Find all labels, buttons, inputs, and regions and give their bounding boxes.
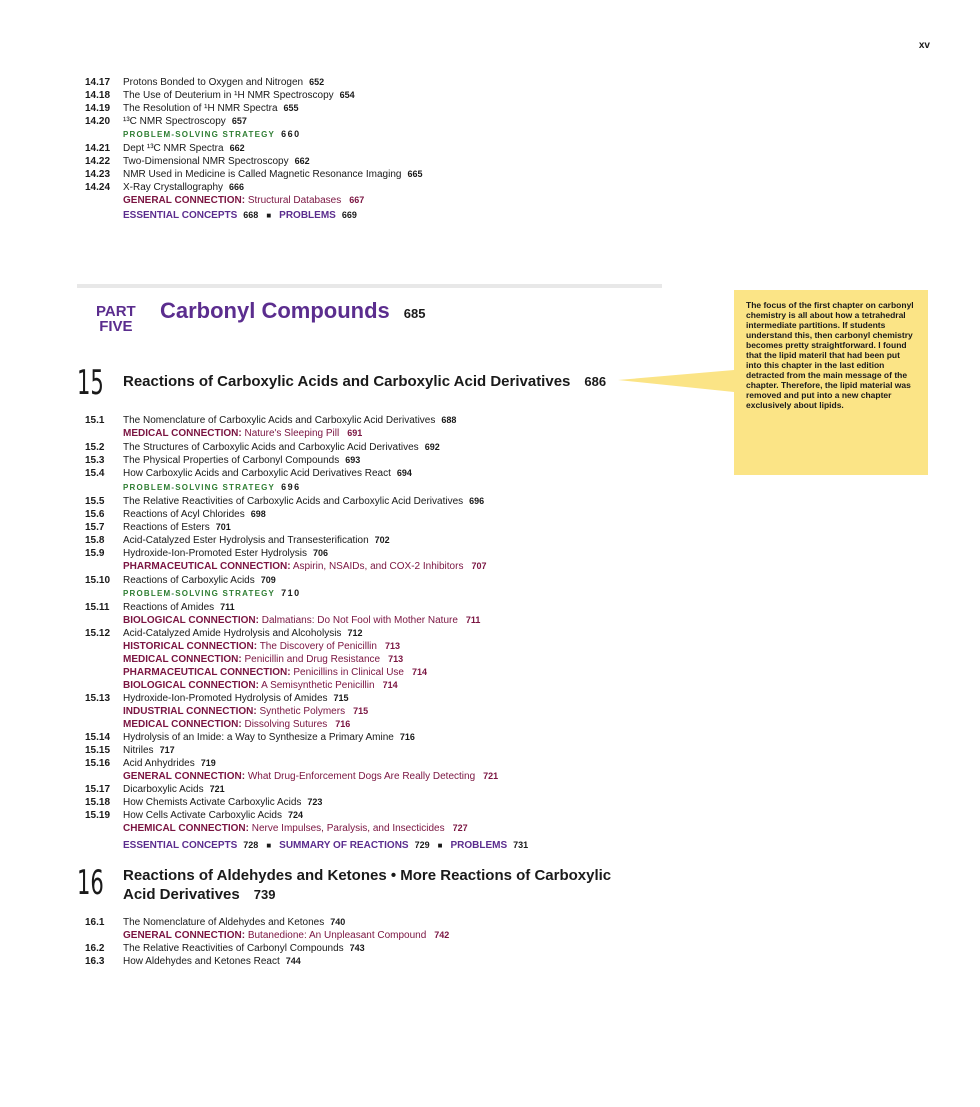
section-number: 15.9: [85, 548, 105, 559]
section-page: 709: [260, 575, 276, 585]
section-page: 721: [209, 784, 225, 794]
chapter-page: 686: [584, 374, 607, 389]
section-title: Reactions of Esters: [123, 522, 210, 533]
section-page: 696: [469, 496, 485, 506]
strategy-page: 710: [281, 588, 301, 598]
margin-note-text: The focus of the first chapter on carbonyl chemistry is all about how a tetrahedral intermediate partitions. If students understand this, then carbonyl chemistry becomes pretty straightforward. I found that the lipid materil that had been put into this chapter in the last edition detracted from the main message of the chapter. Therefore, the lipid material was removed and put into a new chapter exclusively about lipids.: [746, 300, 914, 410]
section-page: 692: [424, 442, 440, 452]
connection-page: 711: [465, 615, 481, 625]
connection-label: MEDICAL CONNECTION:: [123, 428, 242, 439]
connection-page: 713: [384, 641, 400, 651]
section-page: 655: [283, 103, 299, 113]
section-title: How Aldehydes and Ketones React: [123, 956, 280, 967]
problems-link[interactable]: PROBLEMS: [279, 210, 336, 221]
connection-page: 727: [452, 823, 468, 833]
connection-page: 667: [349, 195, 365, 205]
connection-label: GENERAL CONNECTION:: [123, 771, 246, 782]
problems-page: 669: [341, 210, 357, 220]
section-page: 662: [229, 143, 245, 153]
section-number: 15.15: [85, 745, 111, 756]
connection-title: Structural Databases: [247, 195, 342, 206]
section-number: 15.13: [85, 693, 111, 704]
strategy-label: PROBLEM-SOLVING STRATEGY: [123, 130, 276, 139]
section-page: 740: [330, 917, 346, 927]
connection-label: PHARMACEUTICAL CONNECTION:: [123, 561, 291, 572]
section-number: 15.12: [85, 628, 111, 639]
strategy-page: 660: [281, 129, 301, 139]
section-page: 694: [396, 468, 412, 478]
section-title: Dept ¹³C NMR Spectra: [123, 143, 224, 154]
section-number: 16.2: [85, 943, 105, 954]
section-number: 15.3: [85, 455, 105, 466]
section-title: The Relative Reactivities of Carbonyl Compounds: [123, 943, 344, 954]
section-page: 666: [229, 182, 245, 192]
connection-title: Butanedione: An Unpleasant Compound: [247, 930, 427, 941]
section-page: 662: [294, 156, 310, 166]
section-number: 15.19: [85, 810, 111, 821]
section-page: 743: [349, 943, 365, 953]
section-number: 15.14: [85, 732, 111, 743]
section-number: 14.24: [85, 182, 111, 193]
chapter-title-line2: Acid Derivatives: [123, 886, 240, 903]
section-page: 652: [309, 77, 325, 87]
section-number: 15.17: [85, 784, 111, 795]
section-number: 16.1: [85, 917, 105, 928]
problems-page: 731: [513, 840, 529, 850]
section-page: 654: [339, 90, 355, 100]
connection-page: 691: [347, 428, 363, 438]
connection-title: Nature's Sleeping Pill: [244, 428, 340, 439]
section-number: 14.21: [85, 143, 111, 154]
summary-page: 729: [414, 840, 430, 850]
section-number: 14.23: [85, 169, 111, 180]
connection-label: GENERAL CONNECTION:: [123, 195, 246, 206]
section-page: 698: [250, 509, 266, 519]
section-page: 717: [159, 745, 175, 755]
chapter-page: 739: [253, 887, 276, 902]
separator-square: ■: [266, 211, 272, 220]
note-pointer-shape: [618, 370, 734, 392]
section-page: 716: [399, 732, 415, 742]
section-title: Protons Bonded to Oxygen and Nitrogen: [123, 77, 304, 88]
section-page: 702: [374, 535, 390, 545]
separator-square: ■: [437, 841, 443, 850]
section-number: 15.16: [85, 758, 111, 769]
section-title: The Resolution of ¹H NMR Spectra: [123, 103, 278, 114]
connection-label: MEDICAL CONNECTION:: [123, 719, 242, 730]
section-number: 15.1: [85, 415, 105, 426]
section-title: ¹³C NMR Spectroscopy: [123, 116, 226, 127]
section-number: 15.7: [85, 522, 105, 533]
connection-label: CHEMICAL CONNECTION:: [123, 823, 249, 834]
part-label-line1: PART: [96, 303, 136, 320]
connection-page: 713: [388, 654, 404, 664]
section-title: Acid Anhydrides: [123, 758, 195, 769]
section-page: 723: [307, 797, 323, 807]
connection-label: BIOLOGICAL CONNECTION:: [123, 680, 259, 691]
strategy-label: PROBLEM-SOLVING STRATEGY: [123, 589, 276, 598]
section-number: 15.10: [85, 575, 111, 586]
connection-page: 715: [353, 706, 369, 716]
section-page: 657: [231, 116, 247, 126]
section-number: 14.20: [85, 116, 111, 127]
summary-of-reactions-link[interactable]: SUMMARY OF REACTIONS: [279, 840, 409, 851]
essential-concepts-page: 728: [243, 840, 259, 850]
section-title: The Use of Deuterium in ¹H NMR Spectroscopy: [123, 90, 334, 101]
connection-title: Aspirin, NSAIDs, and COX-2 Inhibitors: [292, 561, 464, 572]
section-title: Reactions of Carboxylic Acids: [123, 575, 255, 586]
section-number: 14.18: [85, 90, 111, 101]
connection-label: PHARMACEUTICAL CONNECTION:: [123, 667, 291, 678]
connection-title: Penicillins in Clinical Use: [293, 667, 404, 678]
section-number: 15.5: [85, 496, 105, 507]
part-title-text: Carbonyl Compounds: [160, 298, 390, 323]
section-title: Reactions of Acyl Chlorides: [123, 509, 245, 520]
section-title: How Cells Activate Carboxylic Acids: [123, 810, 282, 821]
strategy-label: PROBLEM-SOLVING STRATEGY: [123, 483, 276, 492]
section-title: The Nomenclature of Carboxylic Acids and Carboxylic Acid Derivatives: [123, 415, 436, 426]
section-title: The Physical Properties of Carbonyl Compounds: [123, 455, 340, 466]
chapter-number: 16: [77, 863, 104, 903]
margin-note: [734, 290, 928, 475]
connection-label: HISTORICAL CONNECTION:: [123, 641, 258, 652]
connection-page: 714: [411, 667, 428, 677]
section-title: Hydrolysis of an Imide: a Way to Synthesize a Primary Amine: [123, 732, 394, 743]
section-number: 16.3: [85, 956, 105, 967]
section-page: 706: [312, 548, 328, 558]
page-number: xv: [918, 40, 930, 51]
section-title: Hydroxide-Ion-Promoted Ester Hydrolysis: [123, 548, 307, 559]
connection-title: The Discovery of Penicillin: [259, 641, 377, 652]
chapter-title-text: Reactions of Carboxylic Acids and Carboxylic Acid Derivatives: [123, 373, 571, 390]
chapter-title-line1: Reactions of Aldehydes and Ketones • More Reactions of Carboxylic: [123, 867, 612, 884]
connection-page: 707: [471, 561, 487, 571]
section-number: 15.18: [85, 797, 111, 808]
essential-concepts-page: 668: [243, 210, 259, 220]
strategy-page: 696: [281, 482, 301, 492]
section-page: 712: [347, 628, 363, 638]
connection-label: MEDICAL CONNECTION:: [123, 654, 242, 665]
section-number: 15.6: [85, 509, 105, 520]
part-page: 685: [403, 306, 426, 321]
section-page: 693: [345, 455, 361, 465]
section-number: 15.4: [85, 468, 105, 479]
section-page: 665: [407, 169, 423, 179]
connection-page: 721: [483, 771, 499, 781]
section-page: 701: [215, 522, 231, 532]
section-title: Acid-Catalyzed Amide Hydrolysis and Alcoholysis: [123, 628, 342, 639]
section-title: Two-Dimensional NMR Spectroscopy: [123, 156, 289, 167]
section-title: X-Ray Crystallography: [123, 182, 224, 193]
essential-concepts-link[interactable]: ESSENTIAL CONCEPTS: [123, 840, 238, 851]
connection-title: Penicillin and Drug Resistance: [244, 654, 381, 665]
section-page: 711: [220, 602, 235, 612]
section-title: How Chemists Activate Carboxylic Acids: [123, 797, 302, 808]
connection-label: INDUSTRIAL CONNECTION:: [123, 706, 257, 717]
section-title: The Structures of Carboxylic Acids and Carboxylic Acid Derivatives: [123, 442, 419, 453]
section-title: Nitriles: [123, 745, 154, 756]
connection-label: BIOLOGICAL CONNECTION:: [123, 615, 259, 626]
section-number: 14.17: [85, 77, 111, 88]
connection-title: What Drug-Enforcement Dogs Are Really Detecting: [247, 771, 476, 782]
section-page: 715: [333, 693, 349, 703]
connection-page: 714: [382, 680, 398, 690]
section-title: The Nomenclature of Aldehydes and Ketones: [123, 917, 325, 928]
section-page: 719: [200, 758, 216, 768]
section-number: 15.2: [85, 442, 105, 453]
connection-label: GENERAL CONNECTION:: [123, 930, 246, 941]
section-title: Dicarboxylic Acids: [123, 784, 204, 795]
connection-page: 742: [434, 930, 450, 940]
section-title: Reactions of Amides: [123, 602, 215, 613]
part-label-line2: FIVE: [99, 318, 133, 335]
section-title: How Carboxylic Acids and Carboxylic Acid Derivatives React: [123, 468, 391, 479]
section-number: 15.11: [85, 602, 110, 613]
section-page: 744: [285, 956, 301, 966]
section-page: 724: [287, 810, 303, 820]
section-title: Hydroxide-Ion-Promoted Hydrolysis of Amides: [123, 693, 328, 704]
section-title: The Relative Reactivities of Carboxylic Acids and Carboxylic Acid Derivatives: [123, 496, 464, 507]
connection-title: Nerve Impulses, Paralysis, and Insecticides: [251, 823, 445, 834]
problems-link[interactable]: PROBLEMS: [450, 840, 508, 851]
essential-concepts-link[interactable]: ESSENTIAL CONCEPTS: [123, 210, 238, 221]
connection-title: Dissolving Sutures: [244, 719, 328, 730]
section-number: 14.22: [85, 156, 111, 167]
section-number: 14.19: [85, 103, 111, 114]
section-page: 688: [441, 415, 457, 425]
section-number: 15.8: [85, 535, 105, 546]
chapter-number: 15: [77, 363, 104, 403]
section-title: Acid-Catalyzed Ester Hydrolysis and Transesterification: [123, 535, 369, 546]
connection-page: 716: [335, 719, 351, 729]
separator-square: ■: [266, 841, 272, 850]
section-title: NMR Used in Medicine is Called Magnetic Resonance Imaging: [123, 169, 402, 180]
connection-title: Dalmatians: Do Not Fool with Mother Nature: [261, 615, 458, 626]
connection-title: A Semisynthetic Penicillin: [261, 680, 375, 691]
connection-title: Synthetic Polymers: [259, 706, 346, 717]
